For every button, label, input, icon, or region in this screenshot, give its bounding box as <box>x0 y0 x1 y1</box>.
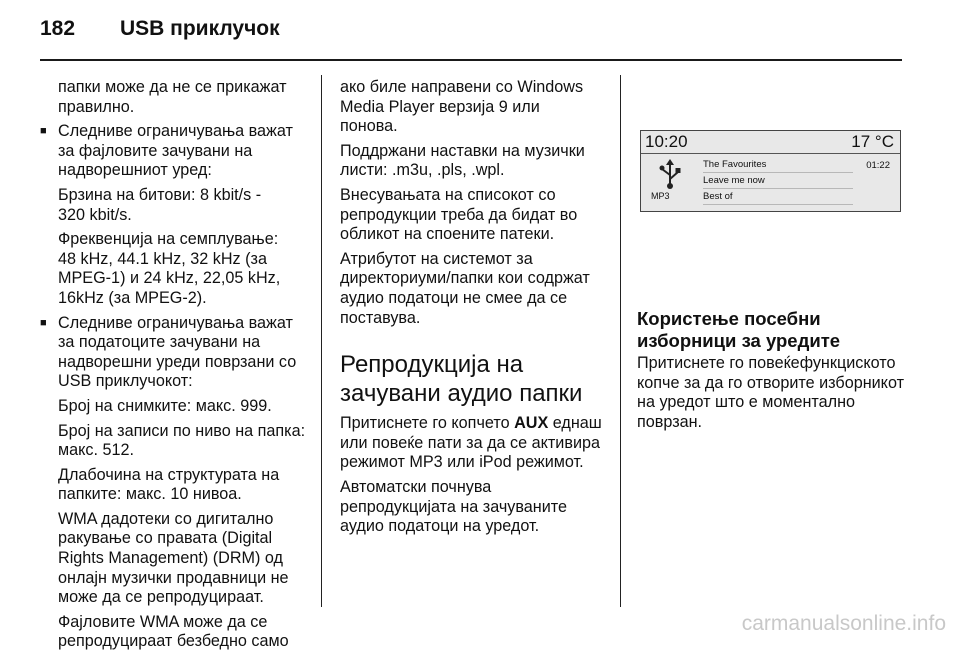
section-heading: Користење посебни изборници за уредите <box>637 308 841 351</box>
clock-time: 10:20 <box>645 132 688 151</box>
paragraph: WMA дадотеки со дигитално ракување со правата (Digital Rights Management) (DRM) од онлајн музички продавници не може да се репродуцираат. <box>58 509 289 607</box>
paragraph: Фајловите WMA може да се репродуцираат безбедно само <box>58 612 289 651</box>
paragraph: папки може да не се прикажат правилно. <box>58 78 287 116</box>
watermark: carmanualsonline.info <box>741 612 946 635</box>
track-list <box>703 157 853 205</box>
mode-label: MP3 <box>651 191 670 201</box>
bullet-item: ■ Следниве ограничувања важат за податоците зачувани на надворешни уреди поврзани со USB приклучокот: <box>58 314 313 392</box>
usb-icon <box>656 159 684 189</box>
paragraph: Брзина на битови: 8 kbit/s - 320 kbit/s. <box>58 185 262 224</box>
paragraph: Внесувањата на списокот со репродукции треба да бидат во обликот на споените патеки. <box>340 185 578 244</box>
track-duration: 01:22 <box>866 160 890 171</box>
display-screen <box>640 130 901 212</box>
list-item: Best of <box>703 189 853 205</box>
page-header <box>0 0 960 62</box>
screen-divider <box>641 153 900 154</box>
paragraph: Автоматски почнува репродукцијата на зачуваните аудио податоци на уредот. <box>340 477 568 536</box>
paragraph: Длабочина на структурата на папките: макс. 10 нивоа. <box>58 465 280 504</box>
column-middle <box>340 78 610 542</box>
column-divider-2 <box>620 75 621 607</box>
paragraph: Фреквенција на семплување: 48 kHz, 44.1 kHz, 32 kHz (за MPEG-1) и 24 kHz, 22,05 kHz, 16kHz (за MPEG-2). <box>58 230 281 307</box>
list-item: The Favourites <box>703 157 853 173</box>
paragraph: Број на записи по ниво на папка: макс. 512. <box>58 421 306 460</box>
paragraph: Притиснете го повеќефункциското копче за да го отворите изборникот на уредот што е моментално поврзан. <box>637 354 905 431</box>
list-item: Leave me now <box>703 173 853 189</box>
paragraph <box>340 414 610 473</box>
aux-key-label: AUX <box>514 414 549 433</box>
temperature: 17 °C <box>851 132 894 151</box>
paragraph: Поддржани наставки на музички листи: .m3u, .pls, .wpl. <box>340 141 585 180</box>
bullet-item: ■ Следниве ограничувања важат за фајловите зачувани на надворешниот уред: <box>58 122 313 181</box>
section-heading: Репродукција на зачувани аудио папки <box>340 351 583 408</box>
column-left <box>58 78 313 657</box>
column-divider-1 <box>321 75 322 607</box>
paragraph: Атрибутот на системот за директориуми/папки кои содржат аудио податоци не смее да се поставува. <box>340 249 590 327</box>
paragraph-text: Притиснете го копчето <box>340 414 515 433</box>
paragraph: ако биле направени со Windows Media Player верзија 9 или понова. <box>340 78 584 136</box>
column-right <box>637 308 907 437</box>
page-title: USB приклучок <box>120 17 280 40</box>
page-number: 182 <box>40 17 76 40</box>
header-divider <box>40 59 902 61</box>
paragraph: Број на снимките: макс. 999. <box>58 396 272 415</box>
paragraph-text: еднаш или повеќе пати за да се активира режимот MP3 или iPod режимот. <box>340 414 602 472</box>
